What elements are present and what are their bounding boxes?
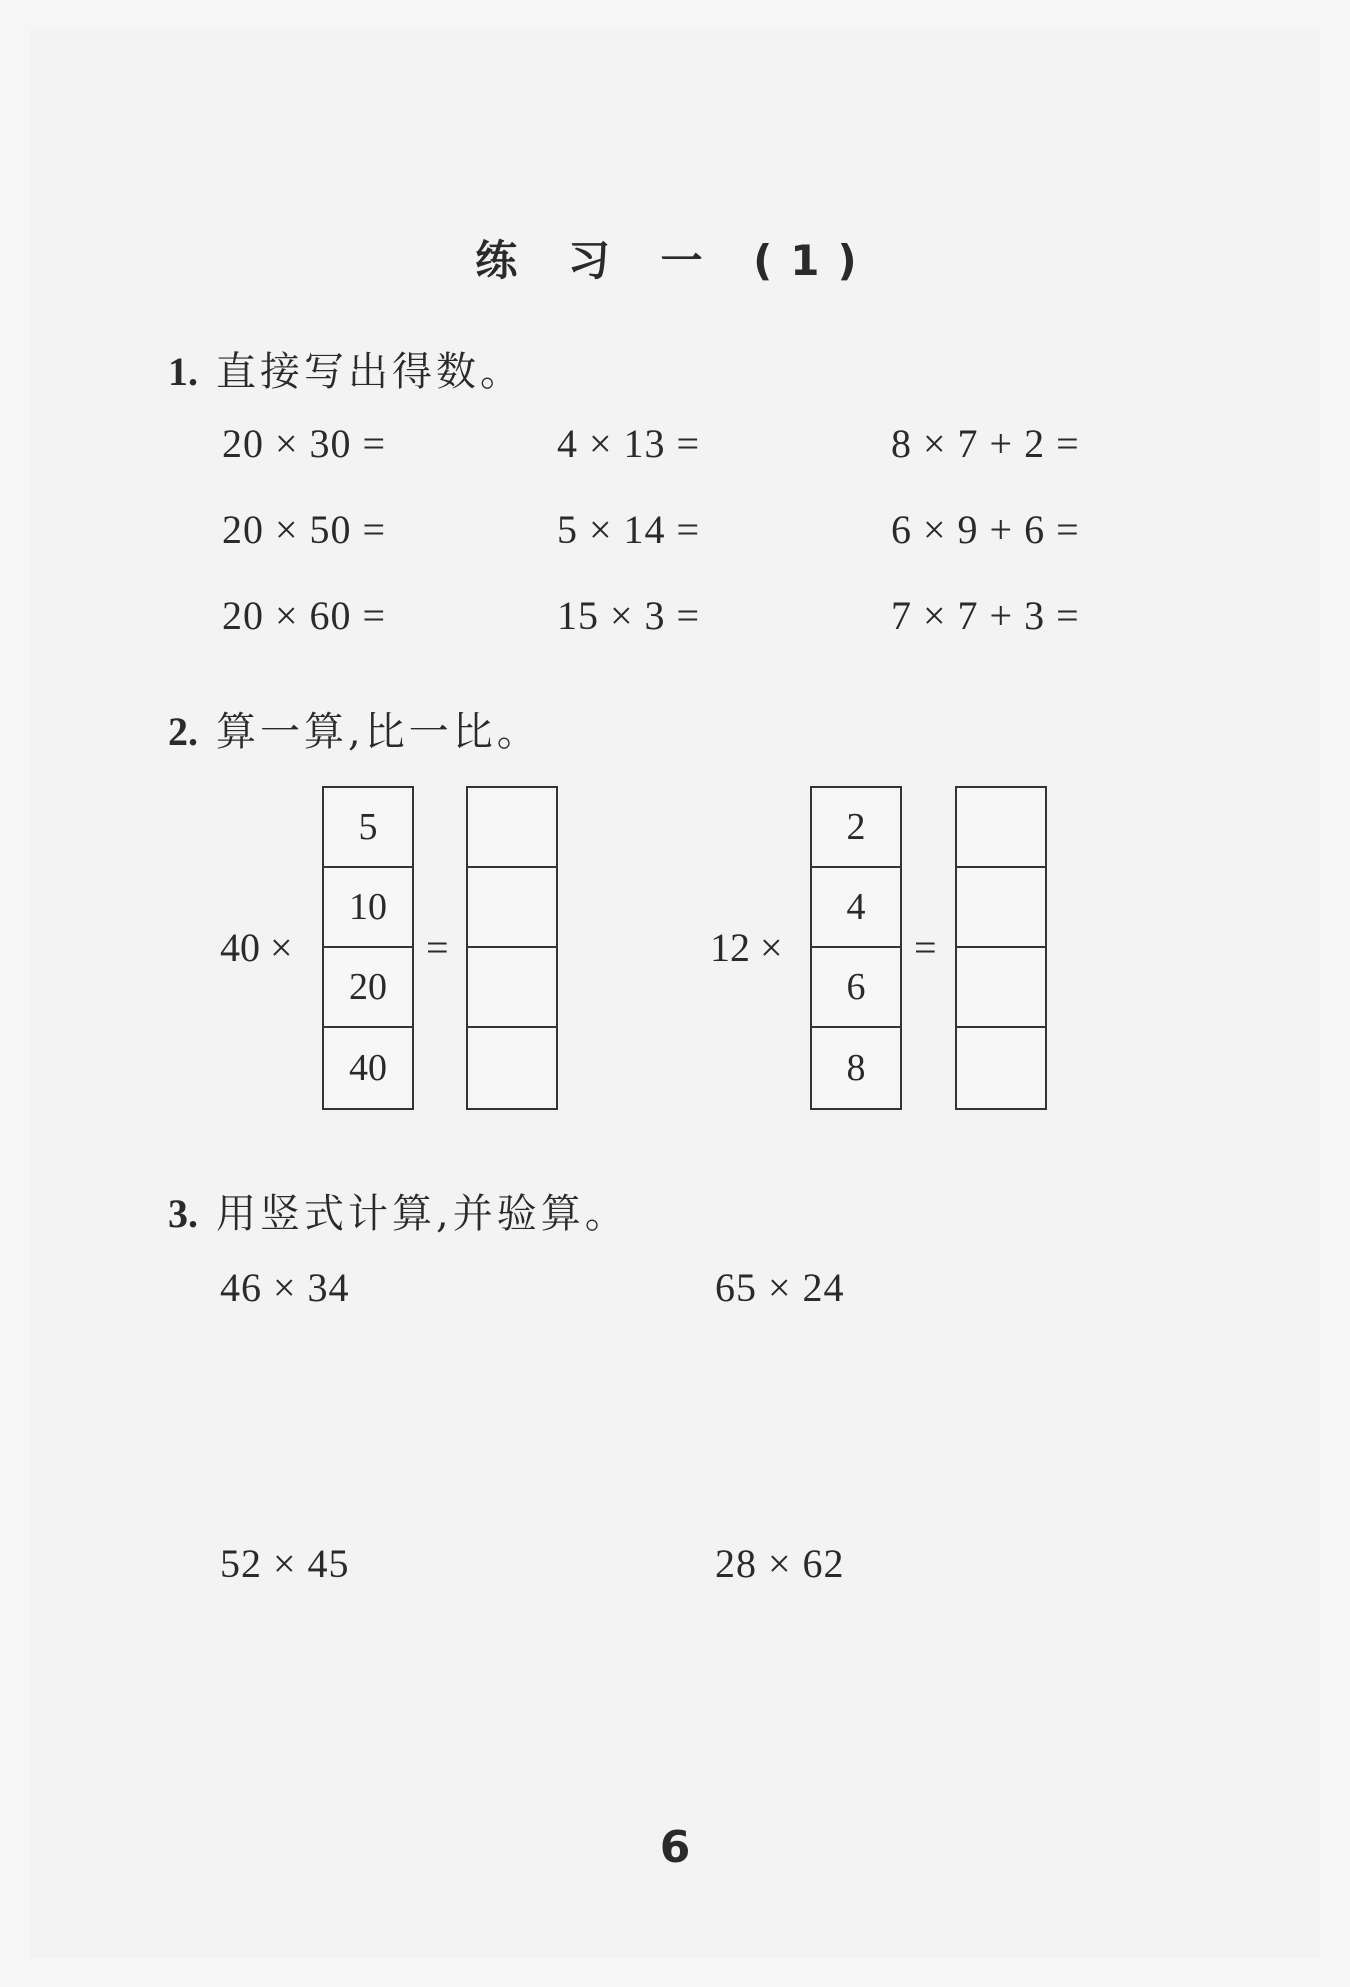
page-title: 练 习 一 (1)	[475, 236, 875, 285]
q1-equation: 7 × 7 + 3 =	[891, 593, 1080, 638]
q3-problem: 65 × 24	[715, 1265, 845, 1310]
q1-equation: 8 × 7 + 2 =	[891, 421, 1080, 466]
q3-problem: 46 × 34	[220, 1265, 350, 1310]
q1-equation: 4 × 13 =	[557, 421, 701, 466]
q2-right-equals: =	[914, 925, 937, 970]
q2-right-values-column	[810, 786, 902, 1110]
q2-right-answer-column	[955, 786, 1047, 1110]
q1-equation: 20 × 60 =	[222, 593, 387, 638]
q1-equation: 20 × 30 =	[222, 421, 387, 466]
answer-box[interactable]	[957, 788, 1045, 868]
q3-problem: 52 × 45	[220, 1541, 350, 1586]
q2-right-value: 4	[812, 868, 900, 948]
q2-left-equals: =	[426, 925, 449, 970]
q3-problem: 28 × 62	[715, 1541, 845, 1586]
q2-left-factor: 40 ×	[220, 925, 293, 970]
q1-equation: 6 × 9 + 6 =	[891, 507, 1080, 552]
question-2-prompt: 算一算,比一比。	[216, 709, 541, 755]
q2-left-values-column	[322, 786, 414, 1110]
answer-box[interactable]	[468, 788, 556, 868]
q2-right-value: 2	[812, 788, 900, 868]
answer-box[interactable]	[957, 1028, 1045, 1108]
question-3-heading	[168, 1182, 629, 1239]
question-1-heading	[168, 340, 524, 397]
q1-equation: 5 × 14 =	[557, 507, 701, 552]
answer-box[interactable]	[957, 948, 1045, 1028]
question-2-number: 2.	[168, 709, 198, 754]
answer-box[interactable]	[468, 1028, 556, 1108]
q2-left-answer-column	[466, 786, 558, 1110]
worksheet-page	[30, 28, 1320, 1958]
q1-equation: 20 × 50 =	[222, 507, 387, 552]
q2-left-value: 5	[324, 788, 412, 868]
answer-box[interactable]	[468, 948, 556, 1028]
q2-left-value: 10	[324, 868, 412, 948]
q2-left-value: 20	[324, 948, 412, 1028]
question-3-number: 3.	[168, 1191, 198, 1236]
q2-right-value: 6	[812, 948, 900, 1028]
answer-box[interactable]	[468, 868, 556, 948]
q1-equation: 15 × 3 =	[557, 593, 701, 638]
answer-box[interactable]	[957, 868, 1045, 948]
question-2-heading	[168, 700, 541, 757]
question-1-prompt: 直接写出得数。	[216, 349, 524, 395]
question-1-number: 1.	[168, 349, 198, 394]
question-3-prompt: 用竖式计算,并验算。	[216, 1191, 629, 1237]
q2-right-value: 8	[846, 1047, 866, 1089]
q2-left-value: 40	[349, 1047, 387, 1089]
page-number: 6	[659, 1822, 691, 1873]
q2-right-factor: 12 ×	[710, 925, 783, 970]
